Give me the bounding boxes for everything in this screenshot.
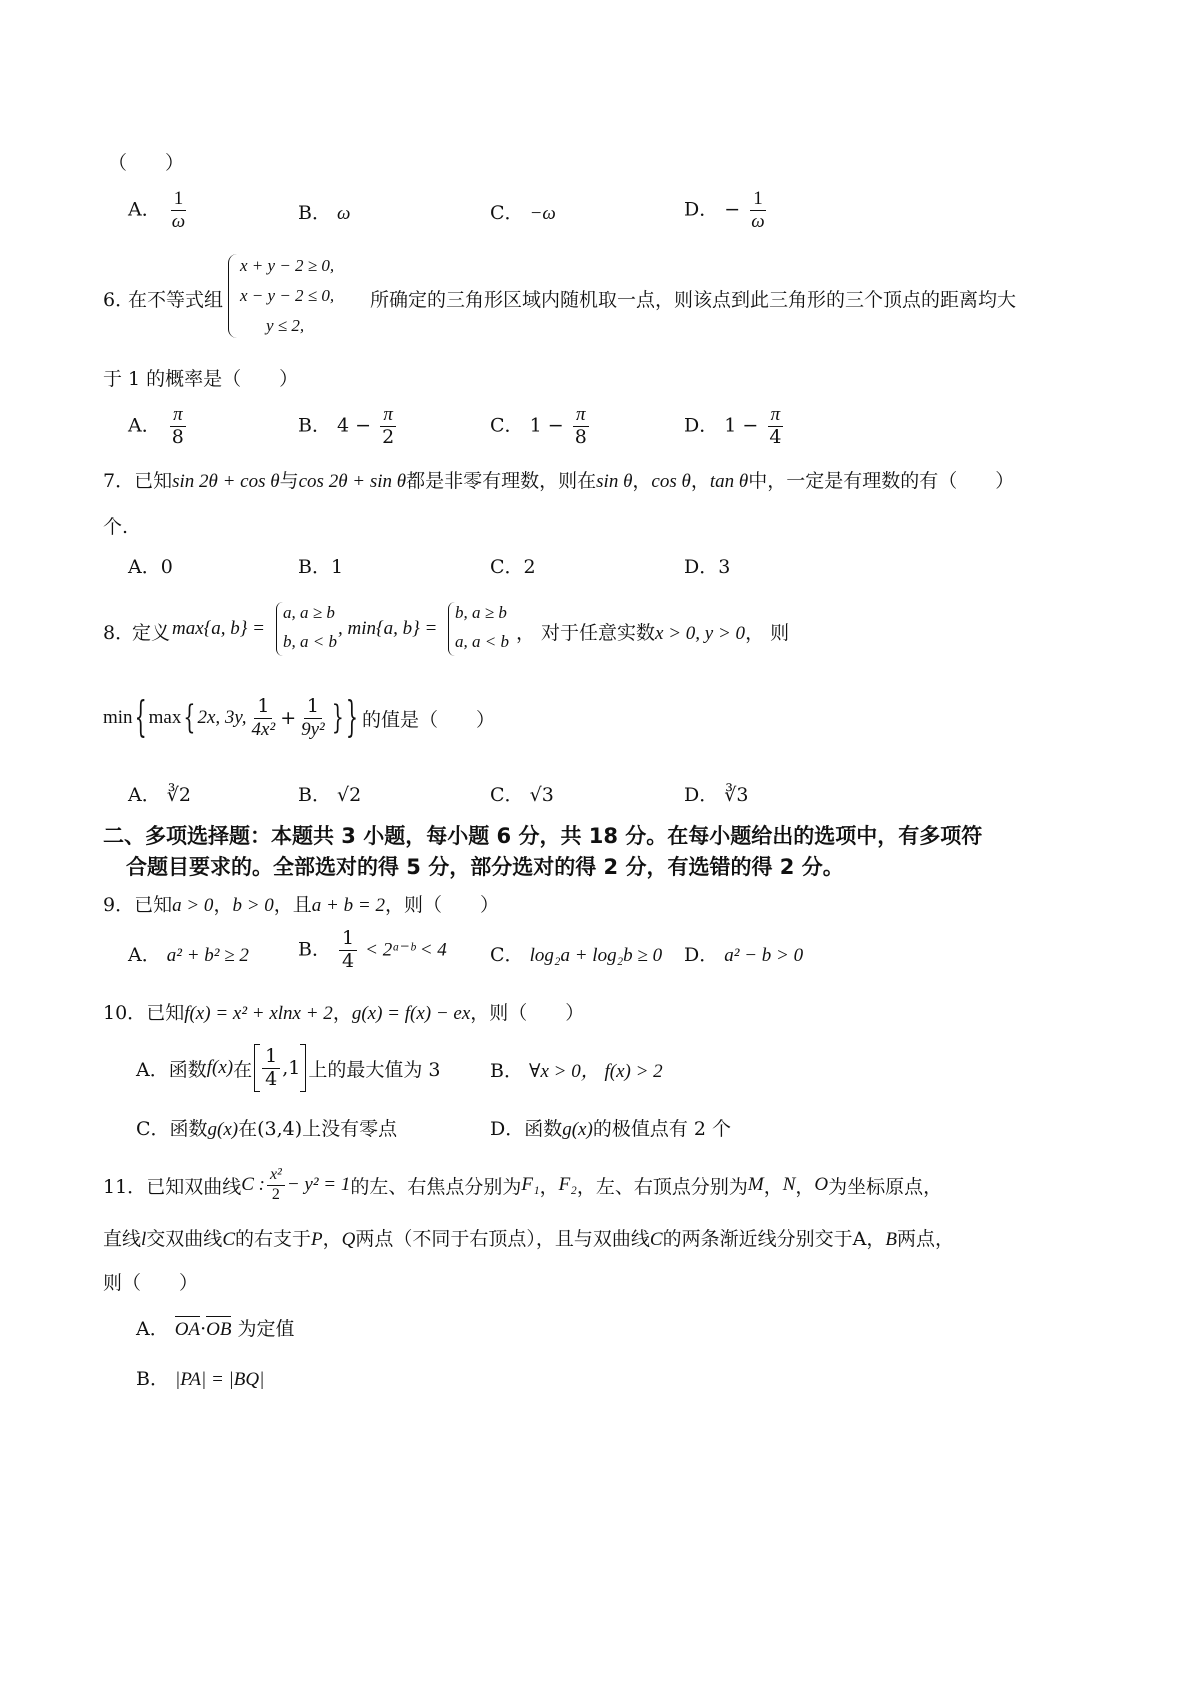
left-brace: { — [134, 693, 147, 743]
option-letter: A． — [136, 1318, 169, 1340]
text: 已知 — [134, 894, 173, 916]
option-prefix: 1 − — [529, 414, 564, 437]
q8-max-def: max{a, b} = — [172, 618, 265, 639]
denominator: 4 — [342, 949, 355, 972]
right-bracket — [300, 1044, 306, 1092]
point-a: A — [852, 1228, 867, 1250]
text: ， — [795, 1175, 815, 1198]
point-m: M — [747, 1174, 764, 1195]
q7-option-b[interactable]: B．1 — [298, 556, 344, 578]
q5-option-d[interactable] — [684, 188, 770, 233]
option-letter: D． — [684, 944, 719, 966]
option-letter: A． — [128, 944, 161, 966]
option-label: A．函数 — [136, 1058, 207, 1081]
text: ， — [322, 1228, 342, 1250]
text: 的两条渐近线分别交于 — [662, 1228, 853, 1250]
numerator: 1 — [254, 696, 272, 719]
text: 两点， — [896, 1228, 954, 1250]
text: 在 — [233, 1058, 253, 1081]
numerator: 1 — [304, 696, 322, 719]
q6-ineq-1: x + y − 2 ≥ 0, — [240, 256, 335, 275]
q8-number: 8． — [103, 622, 135, 644]
numerator: π — [573, 404, 589, 427]
q8-post — [516, 618, 789, 645]
q11-option-a[interactable] — [136, 1314, 295, 1341]
text: ， — [763, 1175, 783, 1198]
q5-option-a[interactable] — [128, 188, 190, 233]
text: ， — [866, 1228, 886, 1250]
q11-number: 11． — [103, 1175, 147, 1198]
denominator: 8 — [574, 425, 587, 448]
expression: cos θ — [651, 471, 691, 492]
q10-option-a[interactable] — [136, 1040, 441, 1096]
q6-option-d[interactable] — [684, 404, 786, 449]
q9-option-b[interactable] — [298, 928, 447, 973]
interval-end: ,1 — [282, 1057, 301, 1079]
q8-expression — [103, 690, 495, 746]
q7-number: 7． — [103, 470, 135, 492]
function-g: g(x) = f(x) − ex — [351, 1003, 471, 1024]
q10-option-c[interactable] — [136, 1114, 397, 1141]
fraction — [766, 404, 784, 449]
q8-option-b[interactable] — [298, 780, 361, 807]
numerator: x² — [267, 1166, 285, 1185]
expression: sin 2θ + cos θ — [172, 471, 280, 492]
option-letter: A． — [128, 414, 161, 437]
option-letter: C． — [490, 784, 524, 806]
text: 直线 — [103, 1228, 142, 1250]
option-letter: C． — [490, 414, 524, 437]
q11-stem-line2 — [103, 1224, 954, 1251]
q6-pre: 在不等式组 — [128, 289, 224, 311]
denominator: 9y² — [301, 718, 325, 740]
numerator: π — [170, 404, 186, 427]
q6-ineq-3: y ≤ 2, — [266, 316, 305, 335]
text: 在(3,4)上没有零点 — [238, 1118, 398, 1140]
function: g(x) — [207, 1119, 239, 1140]
right-brace: } — [331, 699, 344, 737]
section-heading-line2: 合题目要求的。全部选对的得 5 分，部分选对的得 2 分，有选错的得 2 分。 — [126, 855, 844, 879]
text: ， — [690, 470, 710, 492]
text: ，且 — [273, 894, 312, 916]
q5-option-c[interactable] — [490, 198, 556, 225]
option-letter: C． — [490, 202, 524, 224]
text: 与 — [279, 470, 299, 492]
condition: a + b = 2 — [311, 895, 385, 916]
expression: sin θ — [596, 471, 633, 492]
q8-min-case2: a, a < b — [455, 632, 509, 651]
q7-option-a[interactable]: A．0 — [128, 556, 173, 578]
text: ， — [539, 1175, 559, 1198]
text: 上的最大值为 3 — [308, 1058, 441, 1081]
condition: a > 0 — [172, 895, 214, 916]
point-p: P — [311, 1229, 323, 1250]
option-letter: B． — [490, 1060, 523, 1082]
fraction — [339, 928, 357, 973]
left-bracket — [254, 1044, 260, 1092]
q6-continuation: 于 1 的概率是（ ） — [103, 368, 299, 390]
fraction — [249, 696, 279, 741]
right-brace: } — [345, 693, 358, 743]
curve-name: C : — [241, 1174, 265, 1195]
arguments: 2x, 3y, — [197, 707, 247, 728]
left-brace — [448, 602, 455, 656]
q10-option-d[interactable] — [490, 1114, 731, 1141]
option-value: −ω — [529, 203, 556, 224]
q8-min-case1: b, a ≥ b — [455, 603, 507, 622]
q9-stem — [103, 890, 499, 917]
q6-option-c[interactable] — [490, 404, 592, 449]
q6-ineq-2: x − y − 2 ≤ 0, — [240, 286, 335, 305]
denominator: ω — [171, 210, 186, 232]
denominator: ω — [751, 210, 765, 232]
fraction — [748, 188, 767, 233]
point-b: B — [885, 1229, 897, 1250]
option-value: a² + b² ≥ 2 — [166, 945, 249, 966]
text: ， — [213, 894, 233, 916]
fraction — [572, 404, 590, 449]
text: ，左、右顶点分别为 — [576, 1175, 748, 1198]
curve-name: C — [222, 1229, 235, 1250]
q11-option-b[interactable] — [136, 1364, 264, 1391]
text: 的右支于 — [235, 1228, 312, 1250]
q6-option-b[interactable] — [298, 404, 399, 449]
text: 的左、右焦点分别为 — [350, 1175, 522, 1198]
q6-option-a[interactable] — [128, 404, 189, 449]
left-brace: { — [183, 699, 196, 737]
denominator: 4 — [769, 425, 782, 448]
fraction — [298, 696, 328, 741]
denominator: 2 — [382, 425, 395, 448]
numerator: 1 — [171, 188, 187, 211]
text: 已知双曲线 — [146, 1175, 242, 1198]
fraction — [262, 1046, 280, 1091]
numerator: π — [768, 404, 784, 427]
focus-2: F₂ — [558, 1174, 577, 1195]
q10-number: 10． — [103, 1002, 147, 1024]
text: 交双曲线 — [146, 1228, 223, 1250]
q5-paren: （ ） — [108, 152, 185, 174]
focus-1: F₁ — [521, 1174, 540, 1195]
left-brace — [228, 254, 237, 338]
text: 的极值点有 2 个 — [592, 1118, 731, 1140]
condition: b > 0 — [232, 895, 274, 916]
option-letter: A． — [128, 784, 161, 806]
vector-ob: OB — [206, 1319, 232, 1340]
option-letter: B． — [298, 938, 331, 961]
option-value: ω — [337, 203, 351, 224]
q8-max-case2: b, a < b — [283, 632, 337, 651]
option-value: √3 — [529, 784, 554, 806]
max-operator: max — [148, 707, 182, 728]
text: ， 对于任意实数 — [516, 622, 656, 644]
q9-option-c[interactable] — [490, 940, 662, 967]
option-value: √2 — [337, 784, 362, 806]
q10-stem — [103, 998, 584, 1025]
numerator: 1 — [262, 1046, 280, 1069]
option-letter: B． — [298, 414, 331, 437]
option-label: D．函数 — [490, 1118, 563, 1140]
q7-option-d[interactable]: D．3 — [684, 556, 731, 578]
q8-option-c[interactable] — [490, 780, 554, 807]
text: 都是非零有理数，则在 — [406, 470, 597, 492]
text: ， 则 — [745, 622, 790, 644]
curve-name: C — [649, 1229, 663, 1250]
q7-stem — [103, 466, 1014, 493]
q6-number: 6． — [103, 289, 135, 311]
text: ，则（ ） — [384, 894, 499, 916]
function: g(x) — [562, 1119, 593, 1140]
text: ， — [632, 470, 652, 492]
q8-max-case1: a, a ≥ b — [283, 603, 335, 622]
denominator: 4 — [265, 1067, 278, 1090]
fraction — [267, 1166, 285, 1204]
text: 为坐标原点， — [828, 1175, 943, 1198]
left-brace — [276, 602, 283, 656]
min-operator: min — [103, 707, 133, 728]
q7-continuation: 个. — [103, 516, 129, 538]
text: 已知 — [146, 1002, 185, 1024]
expression: tan θ — [709, 471, 749, 492]
option-value: ∛2 — [166, 784, 191, 806]
point-n: N — [782, 1174, 796, 1195]
option-label: C．函数 — [136, 1118, 208, 1140]
option-value: |PA| = |BQ| — [175, 1369, 265, 1390]
option-letter: D． — [684, 784, 719, 806]
condition: x > 0, y > 0 — [655, 623, 746, 644]
q9-option-a[interactable] — [128, 940, 249, 967]
text: 两点（不同于右顶点），且与双曲线 — [355, 1228, 650, 1250]
expression: cos 2θ + sin θ — [298, 471, 407, 492]
dot-operator: · — [200, 1318, 207, 1340]
option-letter: A． — [128, 198, 161, 221]
function: f(x) — [206, 1057, 234, 1078]
text: ， — [332, 1002, 352, 1024]
vector-oa: OA — [174, 1319, 201, 1340]
option-letter: D． — [684, 198, 719, 221]
numerator: π — [380, 404, 396, 427]
fraction — [169, 188, 188, 233]
option-prefix: 1 − — [724, 414, 759, 437]
q11-stem-line1 — [103, 1160, 942, 1210]
numerator: 1 — [339, 928, 357, 951]
fraction — [169, 404, 187, 449]
text: ，则（ ） — [470, 1002, 585, 1024]
option-value: log₂a + log₂b ≥ 0 — [529, 945, 663, 966]
q8-option-d[interactable] — [684, 780, 748, 807]
line-l: l — [141, 1229, 147, 1250]
section-heading-line1: 二、多项选择题：本题共 3 小题，每小题 6 分，共 18 分。在每小题给出的选项中，有多项符 — [103, 824, 983, 848]
q6-post: 所确定的三角形区域内随机取一点，则该点到此三角形的三个顶点的距离均大 — [370, 289, 1017, 311]
numerator: 1 — [750, 188, 766, 211]
option-letter: D． — [684, 414, 719, 437]
option-value: ∛3 — [724, 784, 749, 806]
equation: − y² = 1 — [286, 1174, 351, 1195]
denominator: 8 — [171, 425, 184, 448]
q8-def: 定义 — [132, 622, 171, 644]
option-letter: C． — [490, 944, 524, 966]
denominator: 4x² — [251, 718, 276, 740]
q8-min-def: , min{a, b} = — [338, 618, 438, 639]
function-f: f(x) = x² + xlnx + 2 — [184, 1003, 333, 1024]
option-letter: B． — [298, 784, 331, 806]
point-o: O — [814, 1174, 829, 1195]
q5-option-b[interactable] — [298, 198, 350, 225]
text: 已知 — [134, 470, 173, 492]
minus-sign: − — [724, 198, 741, 221]
q9-number: 9． — [103, 894, 135, 916]
point-q: Q — [341, 1229, 356, 1250]
option-letter: B． — [136, 1368, 169, 1390]
option-value: ∀x > 0， f(x) > 2 — [529, 1061, 663, 1082]
option-letter: B． — [298, 202, 331, 224]
option-prefix: 4 − — [337, 414, 372, 437]
text: 中，一定是有理数的有（ ） — [748, 470, 1015, 492]
q10-option-b[interactable] — [490, 1056, 663, 1083]
denominator: 2 — [271, 1185, 280, 1203]
plus-sign: + — [280, 707, 297, 729]
text: 的值是（ ） — [361, 708, 495, 731]
fraction — [379, 404, 397, 449]
q8-option-a[interactable] — [128, 780, 191, 807]
q11-stem-line3: 则（ ） — [103, 1272, 199, 1294]
option-value: a² − b > 0 — [724, 945, 804, 966]
option-value: < 2ᵃ⁻ᵇ < 4 — [365, 939, 447, 961]
q9-option-d[interactable] — [684, 940, 803, 967]
q7-option-c[interactable]: C．2 — [490, 556, 536, 578]
text: 为定值 — [237, 1318, 295, 1340]
